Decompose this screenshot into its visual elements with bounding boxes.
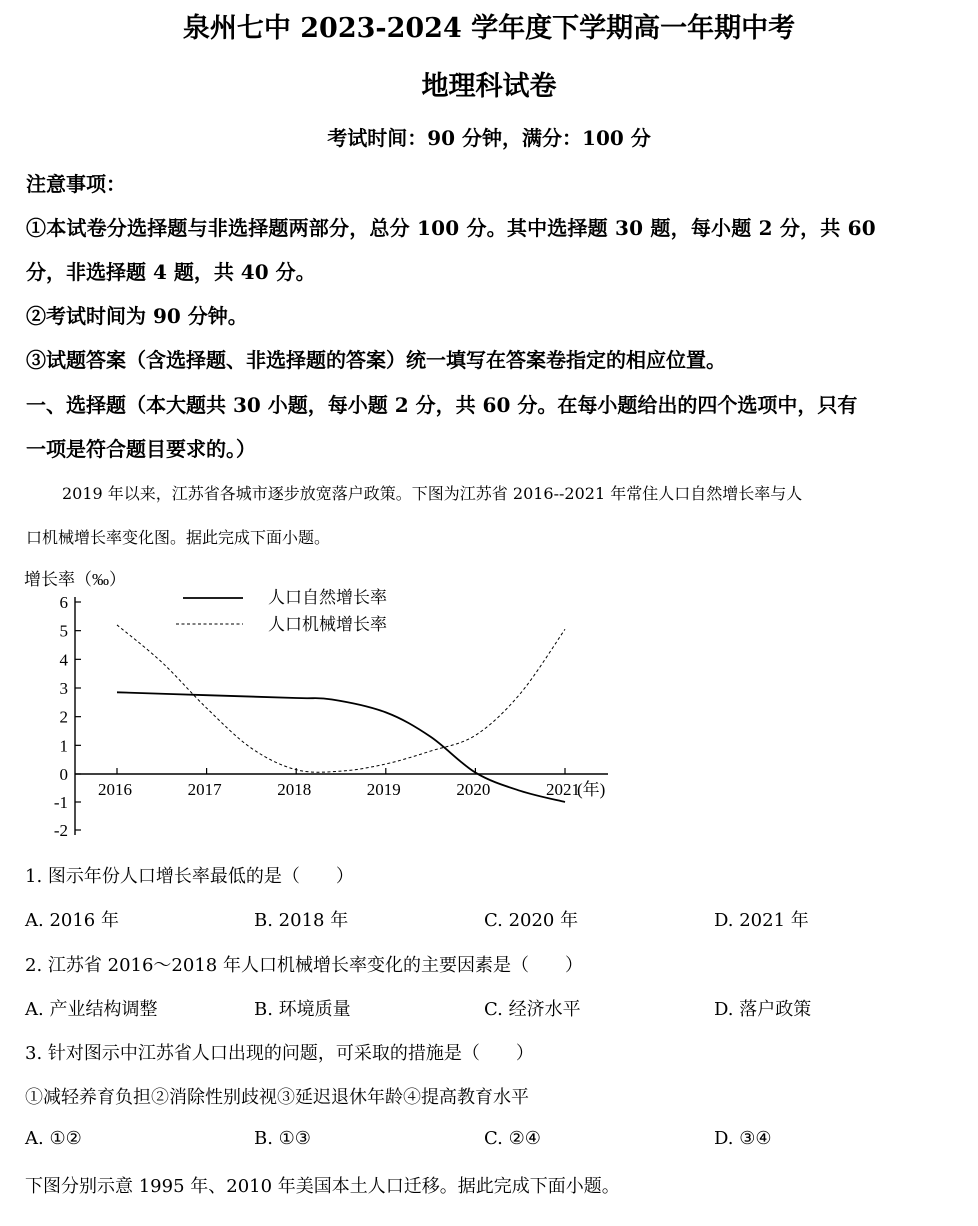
question-3-option-b[interactable]: B. ①③ [254,1128,311,1149]
section-heading-cont: 一项是符合题目要求的。） [26,437,256,461]
y-tick-label: 2 [59,707,68,727]
question-2-stem: 2. 江苏省 2016～2018 年人口机械增长率变化的主要因素是（ ） [25,955,583,976]
material-text-cont: 口机械增长率变化图。据此完成下面小题。 [26,528,331,547]
section-heading: 一、选择题（本大题共 30 小题，每小题 2 分，共 60 分。在每小题给出的四个选项中，只有 [26,393,858,417]
exam-title: 泉州七中 2023-2024 学年度下学期高一年期中考 [182,13,796,44]
series-line-migration-rate [117,625,565,772]
series-line-natural-rate [117,692,565,802]
y-tick-label: 1 [59,736,68,756]
y-tick-group [54,593,81,840]
y-tick-label: 4 [59,650,68,670]
question-2-option-c[interactable]: C. 经济水平 [484,999,581,1020]
question-3-option-d[interactable]: D. ③④ [714,1128,772,1149]
material-2-text: 下图分别示意 1995 年、2010 年美国本土人口迁移。据此完成下面小题。 [25,1176,620,1197]
x-tick-label: 2016 [98,780,132,799]
question-1-option-c[interactable]: C. 2020 年 [484,910,579,931]
y-tick-label: -1 [53,793,68,812]
notice-item-2: ②考试时间为 90 分钟。 [26,304,248,328]
question-3-option-c[interactable]: C. ②④ [484,1128,541,1149]
question-2-option-d[interactable]: D. 落户政策 [714,999,812,1020]
y-axis-title: 增长率（‰） [24,570,126,589]
x-tick-label: 2018 [277,780,312,799]
x-tick-label: 2021 [546,780,580,799]
y-tick-label: 0 [59,765,68,784]
y-tick-label: 3 [59,679,68,698]
legend-label-migration-rate: 人口机械增长率 [268,615,387,634]
legend-label-natural-rate: 人口自然增长率 [268,588,387,607]
x-axis-unit: (年) [577,780,606,799]
y-tick-label: 6 [59,593,68,612]
notice-item-1: ①本试卷分选择题与非选择题两部分，总分 100 分。其中选择题 30 题，每小题 2 分，共 60 [26,216,876,240]
y-tick-label: -2 [53,821,68,840]
question-1-option-d[interactable]: D. 2021 年 [714,910,809,931]
question-1-option-a[interactable]: A. 2016 年 [25,910,119,931]
question-2-option-a[interactable]: A. 产业结构调整 [25,999,158,1020]
x-tick-label: 2019 [366,780,401,799]
question-3-statements: ①减轻养育负担②消除性别歧视③延迟退休年龄④提高教育水平 [25,1087,529,1108]
question-3-option-a[interactable]: A. ①② [25,1128,82,1149]
question-3-stem: 3. 针对图示中江苏省人口出现的问题，可采取的措施是（ ） [25,1043,534,1064]
x-tick-label: 2020 [456,780,491,799]
y-tick-label: 5 [59,621,68,641]
question-2-option-b[interactable]: B. 环境质量 [254,999,351,1020]
growth-rate-chart [0,555,640,855]
material-text: 2019 年以来，江苏省各城市逐步放宽落户政策。下图为江苏省 2016--2021 年常住人口自然增长率与人 [62,484,803,503]
chart-legend [176,588,387,634]
series-group [117,625,565,802]
question-1-stem: 1. 图示年份人口增长率最低的是（ ） [25,866,354,887]
question-1-option-b[interactable]: B. 2018 年 [254,910,349,931]
notice-heading: 注意事项： [26,172,126,196]
subject-title: 地理科试卷 [421,71,557,102]
notice-item-1-cont: 分，非选择题 4 题，共 40 分。 [26,260,316,284]
exam-info: 考试时间：90 分钟，满分：100 分 [327,126,651,150]
notice-item-3: ③试题答案（含选择题、非选择题的答案）统一填写在答案卷指定的相应位置。 [26,348,726,372]
x-tick-label: 2017 [187,780,222,799]
